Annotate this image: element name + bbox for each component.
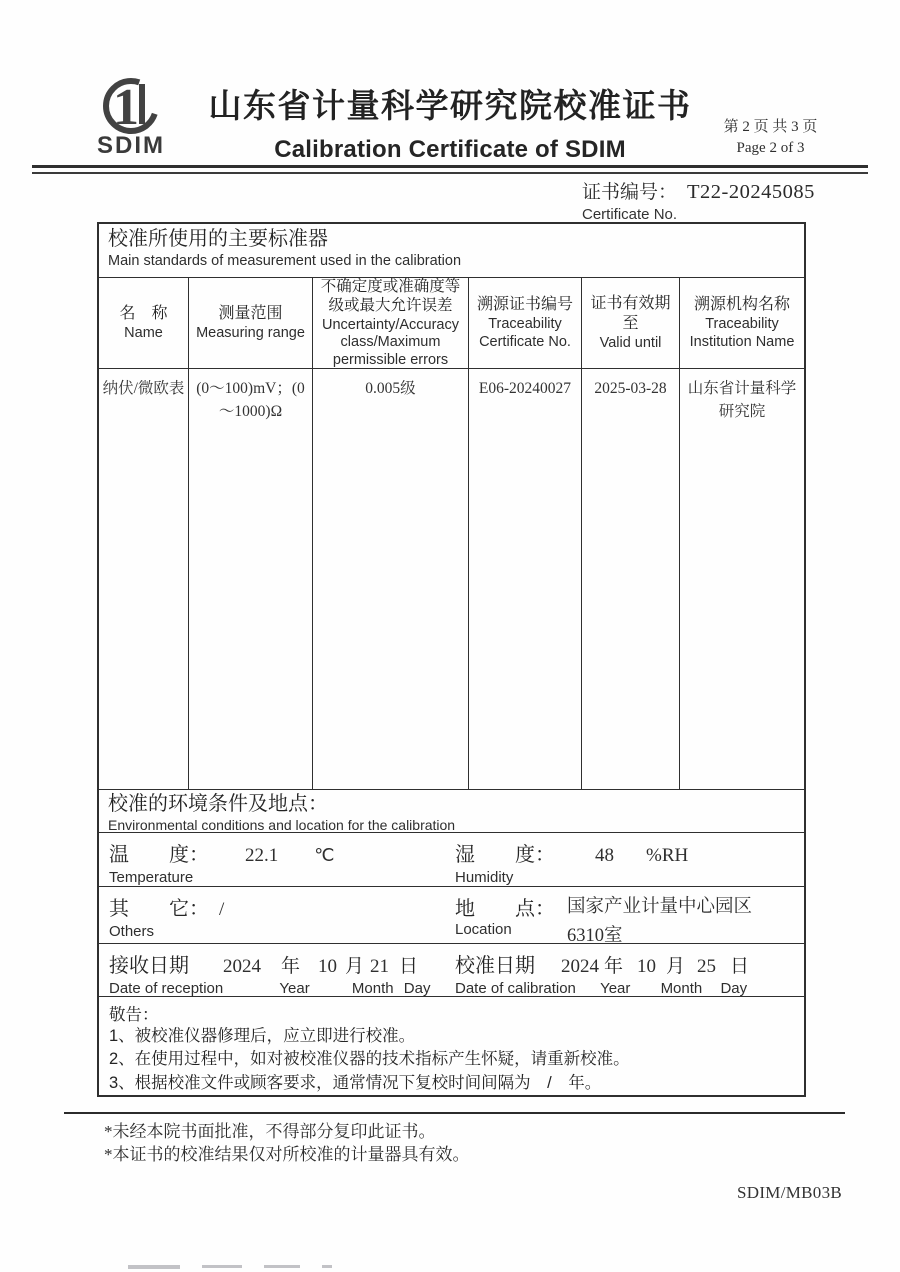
standards-section-title-en: Main standards of measurement used in the calibration <box>108 253 462 269</box>
temperature-humidity-row <box>99 833 804 887</box>
location-label-zh: 地 点： <box>455 897 555 920</box>
certificate-number-label-en: Certificate No. <box>582 206 678 223</box>
reception-month: 10 <box>318 955 338 977</box>
page-number-info <box>703 117 838 159</box>
header-rule-thin <box>32 172 868 174</box>
humidity-label-en: Humidity <box>455 868 514 886</box>
calibration-year-unit: 年 <box>604 955 624 977</box>
humidity-value: 48 <box>595 844 614 866</box>
location-value-line2: 6310室 <box>567 925 623 946</box>
reception-label-en: Date of reception <box>109 979 224 997</box>
notice-block <box>99 997 804 1095</box>
standards-section-header <box>99 224 804 278</box>
traceability-cert-no-cell: E06-20240027 <box>469 369 582 788</box>
calibration-month: 10 <box>637 955 657 977</box>
humidity-block <box>455 838 804 886</box>
calibration-day-unit: 日 <box>730 955 750 977</box>
document-title-block <box>195 80 705 164</box>
certificate-number-label-zh: 证书编号： <box>582 182 678 203</box>
notice-title: 敬告： <box>109 1005 159 1024</box>
others-label-en: Others <box>109 922 155 940</box>
environment-section-title-en: Environmental conditions and location for the calibration <box>108 816 456 833</box>
page-number-en: Page 2 of 3 <box>736 140 805 156</box>
reception-month-en: Month <box>351 979 394 997</box>
temperature-block <box>109 838 455 886</box>
scan-edge-artifact <box>128 1265 332 1269</box>
others-block <box>109 892 455 943</box>
reception-year-unit: 年 <box>281 955 301 977</box>
temperature-label-zh: 温 度： <box>109 843 209 866</box>
standard-name-cell: 纳伏/微欧表 <box>99 369 189 788</box>
sdim-logo <box>90 74 172 160</box>
standards-data-row <box>99 369 804 789</box>
reception-month-unit: 月 <box>345 955 365 977</box>
footnotes-block <box>104 1121 470 1167</box>
temperature-unit: ℃ <box>314 844 335 865</box>
valid-until-cell: 2025-03-28 <box>582 369 680 788</box>
others-location-row <box>99 887 804 944</box>
environment-section-header <box>99 790 804 833</box>
traceability-institution-cell: 山东省计量科学研究院 <box>687 380 797 421</box>
accuracy-class-cell: 0.005级 <box>313 369 469 788</box>
humidity-label-zh: 湿 度： <box>455 843 555 866</box>
others-value: / <box>219 898 225 920</box>
calibration-year: 2024 <box>561 955 599 977</box>
page-number-zh: 第 2 页 共 3 页 <box>723 119 818 135</box>
dates-row <box>99 944 804 997</box>
reception-year: 2024 <box>223 955 261 977</box>
calibration-label-en: Date of calibration <box>455 979 576 997</box>
standards-section-title-zh: 校准所使用的主要标准器 <box>108 228 328 250</box>
environment-section-title-zh: 校准的环境条件及地点： <box>108 792 328 815</box>
calibration-label-zh: 校准日期 <box>455 954 535 977</box>
temperature-value: 22.1 <box>245 844 279 866</box>
calibration-month-en: Month <box>660 979 703 997</box>
sdim-logo-text: SDIM <box>97 132 165 159</box>
header-rule-thick <box>32 165 868 168</box>
standards-header-row <box>99 278 804 369</box>
column-header-name: 名 称 Name <box>99 278 189 368</box>
location-block <box>455 892 804 946</box>
notice-item-3: 3、根据校准文件或顾客要求，通常情况下复校时间间隔为 / 年。 <box>109 1073 602 1092</box>
date-of-calibration-block <box>455 949 804 996</box>
calibration-year-en: Year <box>600 979 631 997</box>
column-header-traceability-cert-no: 溯源证书编号 Traceability Certificate No. <box>469 278 582 368</box>
sdim-logo-icon <box>93 74 169 136</box>
footnote-2: *本证书的校准结果仅对所校准的计量器具有效。 <box>104 1144 470 1164</box>
date-of-reception-block <box>109 949 455 996</box>
reception-day-unit: 日 <box>399 955 419 977</box>
page-title-en: Calibration Certificate of SDIM <box>274 136 626 163</box>
certificate-number-value: T22-20245085 <box>687 181 815 203</box>
column-header-traceability-institution: 溯源机构名称 Traceability Institution Name <box>689 296 795 350</box>
notice-item-1: 1、被校准仪器修理后，应立即进行校准。 <box>109 1026 416 1045</box>
calibration-month-unit: 月 <box>666 955 686 977</box>
location-value-line1: 国家产业计量中心园区 <box>567 896 753 917</box>
svg-text:1: 1 <box>113 79 139 136</box>
column-header-measuring-range: 测量范围 Measuring range <box>189 278 313 368</box>
reception-year-en: Year <box>279 979 310 997</box>
certificate-number-block <box>582 177 815 223</box>
main-table <box>97 222 806 1097</box>
column-header-valid-until: 证书有效期至 Valid until <box>582 278 680 368</box>
calibration-day: 25 <box>697 955 717 977</box>
humidity-unit: %RH <box>646 844 689 866</box>
page-title-zh: 山东省计量科学研究院校准证书 <box>208 89 692 125</box>
reception-day-en: Day <box>403 979 431 997</box>
column-header-uncertainty: 不确定度或准确度等级或最大允许误差 Uncertainty/Accuracy class/Maximum permissible errors <box>313 278 469 368</box>
form-code: SDIM/MB03B <box>737 1183 843 1202</box>
footnote-1: *未经本院书面批准，不得部分复印此证书。 <box>104 1122 436 1141</box>
location-label-en: Location <box>455 920 512 938</box>
footer-rule <box>64 1112 845 1114</box>
calibration-day-en: Day <box>720 979 748 997</box>
others-label-zh: 其 它： <box>109 897 209 920</box>
notice-item-2: 2、在使用过程中，如对被校准仪器的技术指标产生怀疑，请重新校准。 <box>109 1050 630 1069</box>
reception-day: 21 <box>370 955 390 977</box>
reception-label-zh: 接收日期 <box>109 954 189 977</box>
measuring-range-cell: (0～100)mV；(0～1000)Ω <box>189 369 313 788</box>
temperature-label-en: Temperature <box>109 868 194 886</box>
